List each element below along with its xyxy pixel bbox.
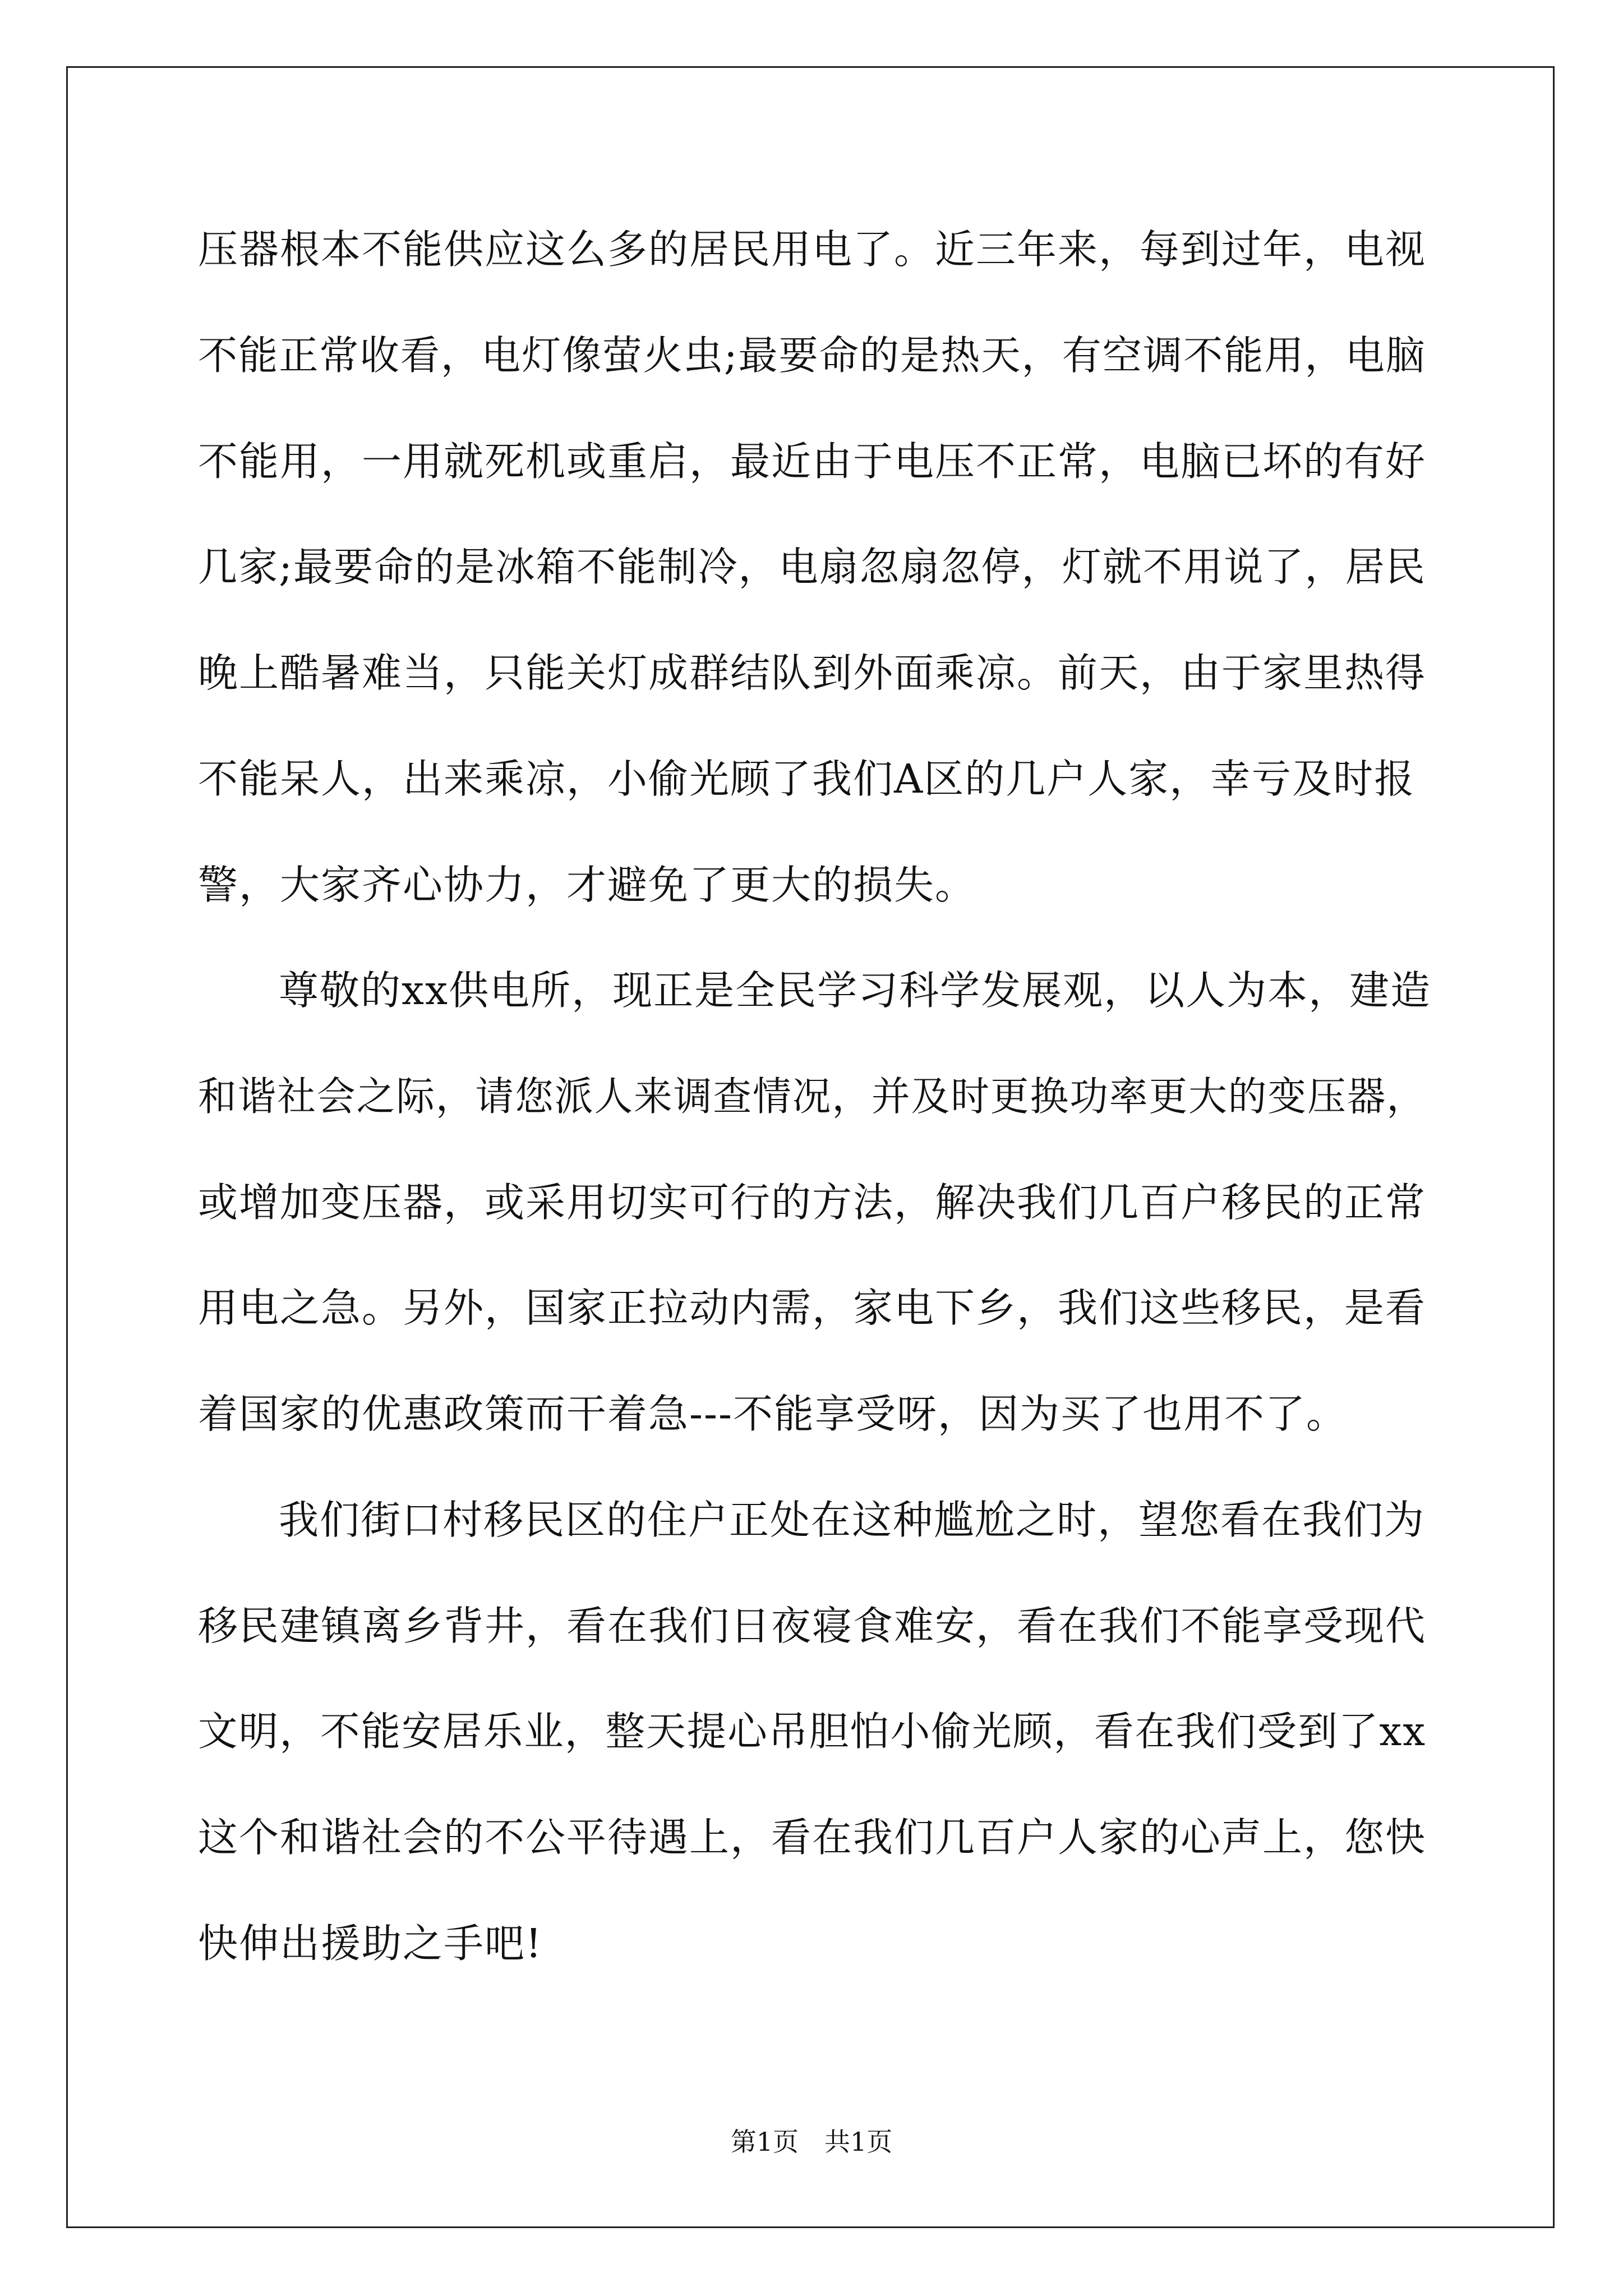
page-border (66, 66, 1555, 2228)
text-line: 几家;最要命的是冰箱不能制冷，电扇忽扇忽停，灯就不用说了，居民 (198, 544, 1426, 590)
text-line: 文明，不能安居乐业，整天提心吊胆怕小偷光顾，看在我们受到了xx (198, 1708, 1427, 1755)
text-line: 或增加变压器，或采用切实可行的方法，解决我们几百户移民的正常 (198, 1179, 1427, 1226)
text-line: 快伸出援助之手吧! (198, 1920, 543, 1967)
text-line: 着国家的优惠政策而干着急---不能享受呀，因为买了也用不了。 (198, 1391, 1347, 1437)
text-line: 我们街口村移民区的住户正处在这种尴尬之时，望您看在我们为 (279, 1497, 1426, 1543)
text-line: 不能用，一用就死机或重启，最近由于电压不正常，电脑已坏的有好 (198, 438, 1427, 485)
text-line: 和谐社会之际，请您派人来调查情况，并及时更换功率更大的变压器， (198, 1073, 1427, 1120)
text-line: 晚上酷暑难当，只能关灯成群结队到外面乘凉。前天，由于家里热得 (198, 650, 1427, 696)
text-line: 这个和谐社会的不公平待遇上，看在我们几百户人家的心声上，您快 (198, 1814, 1427, 1861)
page-number-footer: 第1页 共1页 (730, 2127, 893, 2157)
text-line: 用电之急。另外，国家正拉动内需，家电下乡，我们这些移民，是看 (198, 1285, 1427, 1331)
text-line: 不能正常收看，电灯像萤火虫;最要命的是热天，有空调不能用，电脑 (198, 332, 1426, 379)
text-line: 不能呆人，出来乘凉，小偷光顾了我们A区的几户人家，幸亏及时报 (198, 756, 1415, 802)
text-line: 警，大家齐心协力，才避免了更大的损失。 (198, 862, 976, 908)
text-line: 移民建镇离乡背井，看在我们日夜寝食难安，看在我们不能享受现代 (198, 1603, 1427, 1649)
text-line: 压器根本不能供应这么多的居民用电了。近三年来，每到过年，电视 (198, 226, 1427, 273)
text-line: 尊敬的xx供电所，现正是全民学习科学发展观，以人为本，建造 (279, 967, 1432, 1014)
